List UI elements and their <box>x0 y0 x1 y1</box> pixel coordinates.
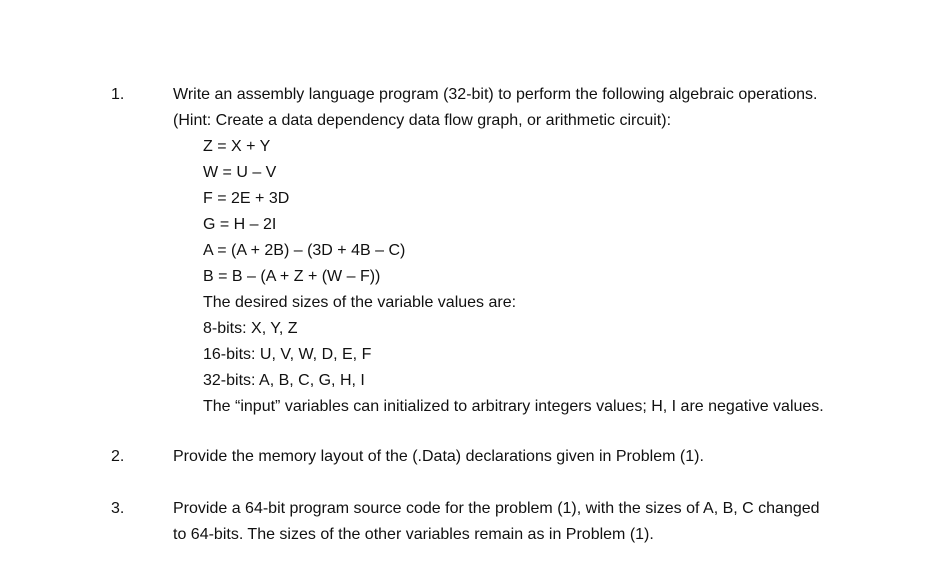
equation: Z = X + Y <box>203 138 271 155</box>
problem-number: 3. <box>111 500 125 517</box>
problem-text-line: Write an assembly language program (32-bit) to perform the following algebraic operations. <box>173 86 818 103</box>
problem-text-line: Provide a 64-bit program source code for the problem (1), with the sizes of A, B, C changed <box>173 500 820 517</box>
equation: F = 2E + 3D <box>203 190 290 207</box>
size-spec: 32-bits: A, B, C, G, H, I <box>203 372 365 389</box>
size-spec: 16-bits: U, V, W, D, E, F <box>203 346 372 363</box>
problem-text-line: Provide the memory layout of the (.Data) declarations given in Problem (1). <box>173 448 704 465</box>
equation: A = (A + 2B) – (3D + 4B – C) <box>203 242 406 259</box>
equation: G = H – 2I <box>203 216 277 233</box>
problem-number: 1. <box>111 86 125 103</box>
problem-text-line: (Hint: Create a data dependency data flow graph, or arithmetic circuit): <box>173 112 672 129</box>
input-note: The “input” variables can initialized to arbitrary integers values; H, I are negative values. <box>203 398 824 415</box>
size-spec: 8-bits: X, Y, Z <box>203 320 298 337</box>
problem-text-line: to 64-bits. The sizes of the other variables remain as in Problem (1). <box>173 526 654 543</box>
sizes-intro: The desired sizes of the variable values are: <box>203 294 517 311</box>
equation: W = U – V <box>203 164 277 181</box>
problem-number: 2. <box>111 448 125 465</box>
equation: B = B – (A + Z + (W – F)) <box>203 268 381 285</box>
